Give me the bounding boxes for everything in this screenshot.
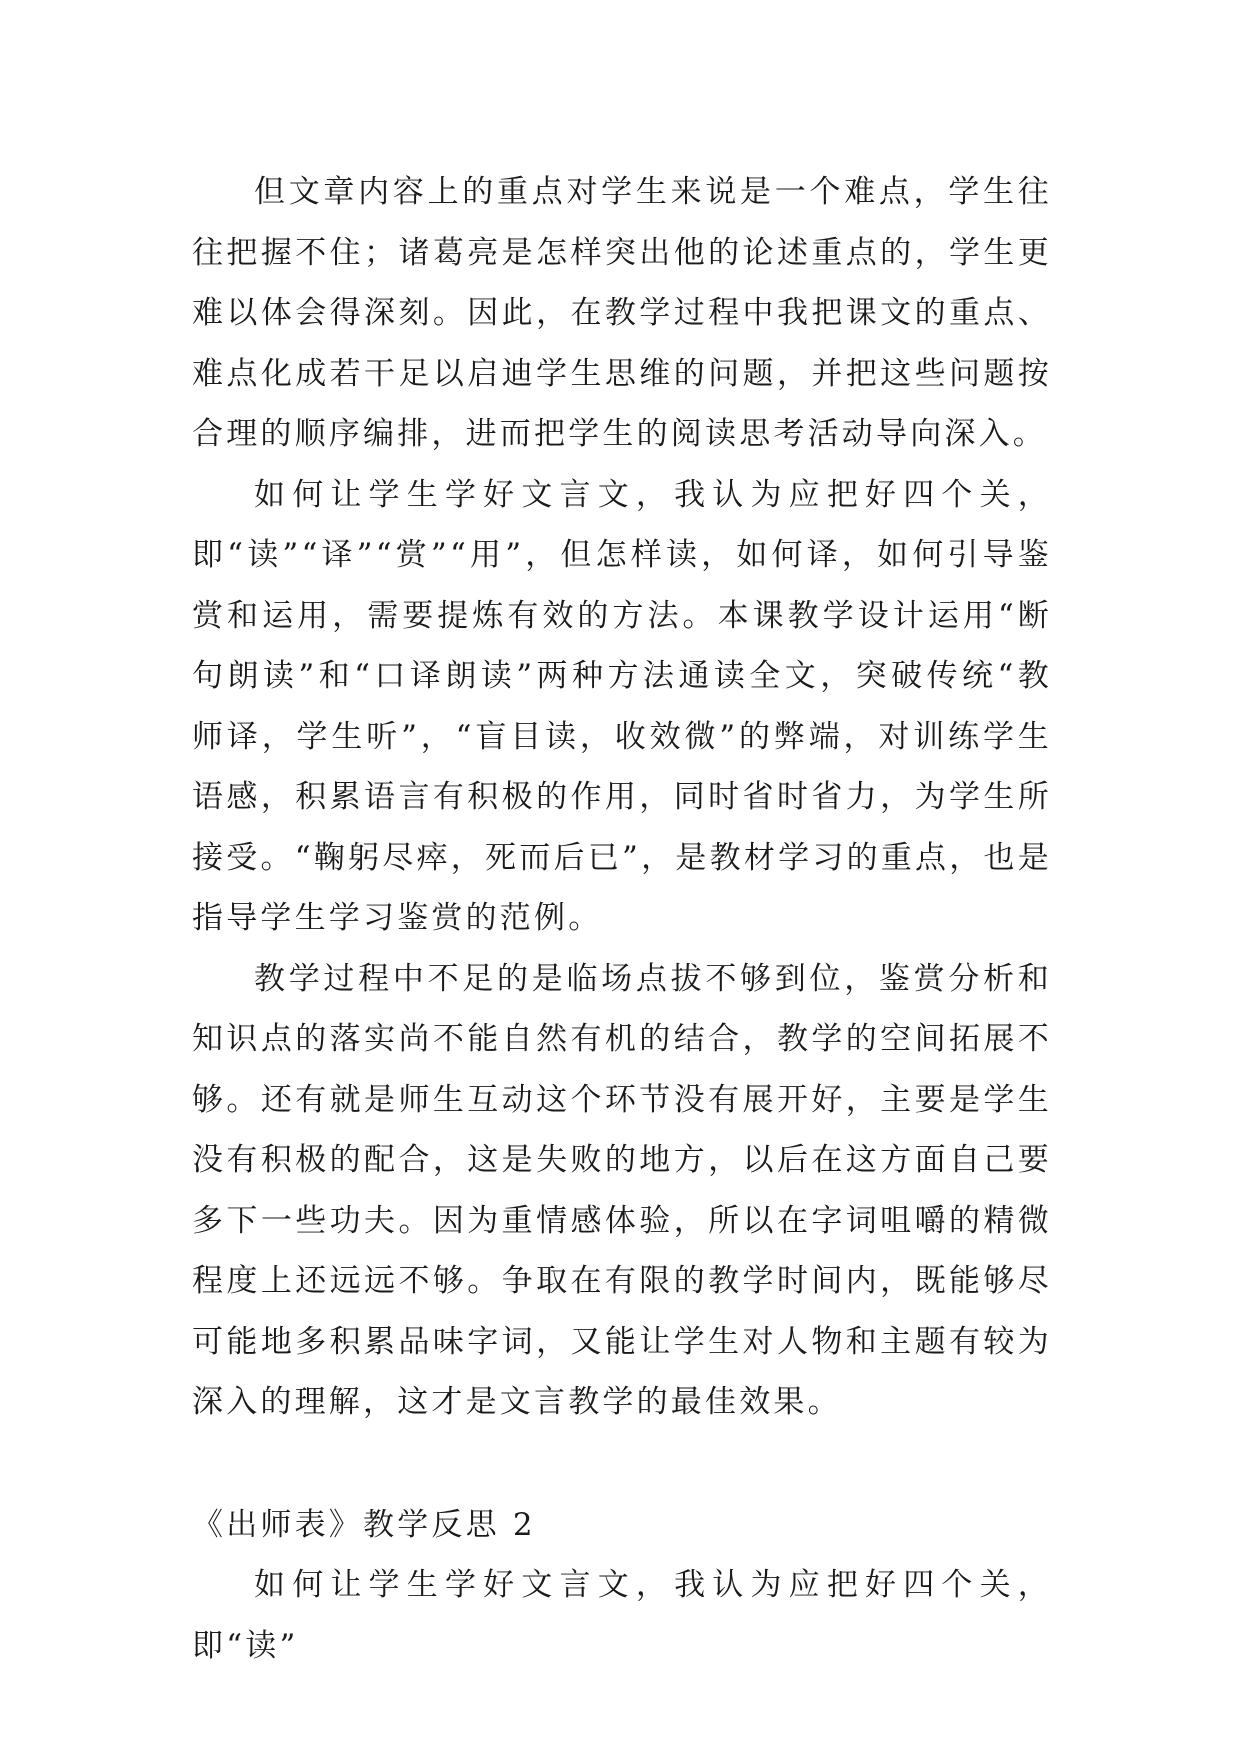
paragraph-1: 但文章内容上的重点对学生来说是一个难点，学生往往把握不住；诸葛亮是怎样突出他的论述重点的，学生更难以体会得深刻。因此，在教学过程中我把课文的重点、难点化成若干足以启迪学生思维的问题，并把这些问题按合理的顺序编排，进而把学生的阅读思考活动导向深入。	[192, 174, 1052, 452]
paragraph-3: 教学过程中不足的是临场点拔不够到位，鉴赏分析和知识点的落实尚不能自然有机的结合，教学的空间拓展不够。还有就是师生互动这个环节没有展开好，主要是学生没有积极的配合，这是失败的地方，以后在这方面自己要多下一些功夫。因为重情感体验，所以在字词咀嚼的精微程度上还远远不够。争取在有限的教学时间内，既能够尽可能地多积累品味字词，又能让学生对人物和主题有较为深入的理解，这才是文言教学的最佳效果。	[192, 960, 1052, 1420]
document-body	[192, 162, 1052, 1676]
section-paragraph-1: 如何让学生学好文言文，我认为应把好四个关，即“读”	[192, 1567, 1052, 1664]
paragraph-2: 如何让学生学好文言文，我认为应把好四个关，即“读”“译”“赏”“用”，但怎样读，如何译，如何引导鉴赏和运用，需要提炼有效的方法。本课教学设计运用“断句朗读”和“口译朗读”两种方法通读全文，突破传统“教师译，学生听”，“盲目读，收效微”的弊端，对训练学生语感，积累语言有积极的作用，同时省时省力，为学生所接受。“鞠躬尽瘁，死而后已”，是教材学习的重点，也是指导学生学习鉴赏的范例。	[192, 476, 1052, 936]
section-title: 《出师表》教学反思 2	[192, 1506, 536, 1543]
